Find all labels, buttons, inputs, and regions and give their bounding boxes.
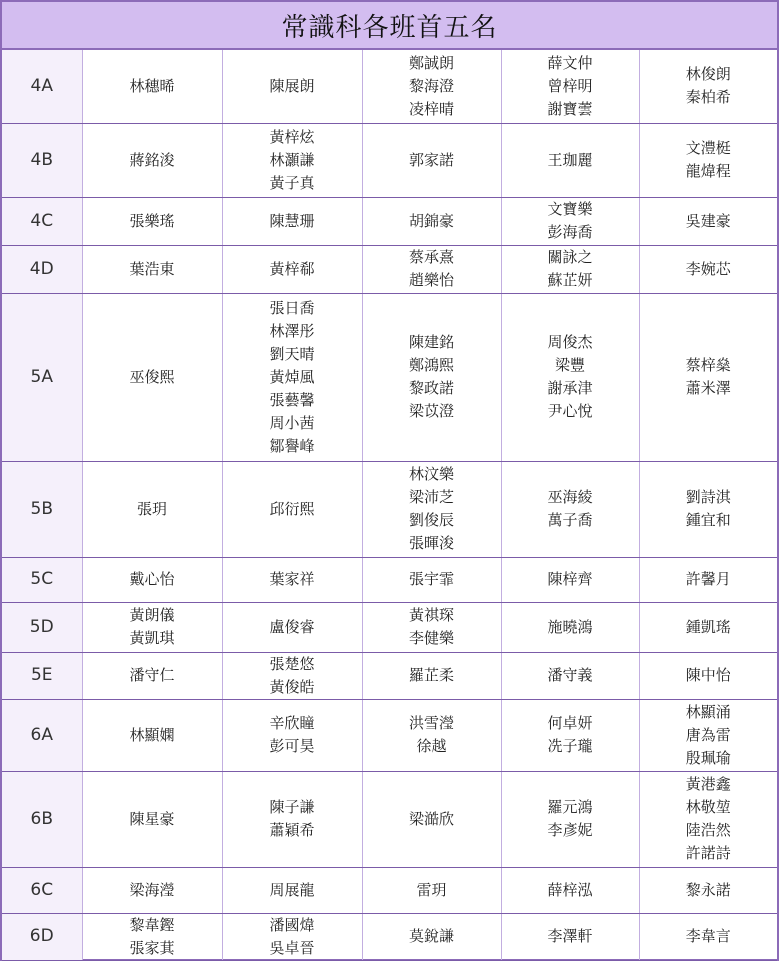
rank-4-cell bbox=[501, 602, 639, 652]
ranking-table bbox=[2, 50, 777, 961]
rank-2-cell bbox=[222, 602, 362, 652]
student-name: 林顯嫻 bbox=[129, 725, 175, 744]
rank-3-cell bbox=[362, 602, 501, 652]
rank-5-cell bbox=[639, 771, 777, 867]
student-name: 林俊朗 bbox=[685, 65, 731, 84]
student-name: 陳星豪 bbox=[129, 809, 175, 828]
student-name: 陸浩然 bbox=[685, 821, 731, 839]
student-name: 薛文仲 bbox=[547, 53, 593, 72]
rank-1-cell bbox=[82, 652, 222, 699]
rank-3-cell bbox=[362, 913, 501, 960]
table-row bbox=[2, 50, 777, 123]
student-name: 冼子瓏 bbox=[547, 737, 593, 755]
student-name: 潘守仁 bbox=[129, 666, 175, 684]
student-name: 蔡梓燊 bbox=[685, 356, 731, 374]
rank-4-cell bbox=[501, 699, 639, 771]
student-name: 張暉浚 bbox=[408, 534, 454, 552]
student-name: 周小茜 bbox=[269, 413, 315, 432]
table-row bbox=[2, 699, 777, 771]
student-name: 林敬堃 bbox=[685, 798, 731, 816]
student-name: 彭可昊 bbox=[269, 737, 315, 755]
student-name: 陳建銘 bbox=[408, 333, 454, 351]
student-name: 關詠之 bbox=[547, 248, 593, 266]
student-name: 趙樂怡 bbox=[408, 271, 454, 289]
rank-4-cell bbox=[501, 123, 639, 197]
student-name: 劉詩淇 bbox=[685, 488, 731, 506]
student-name: 蔣銘浚 bbox=[129, 150, 175, 169]
class-label: 5D bbox=[2, 602, 82, 652]
student-name: 黎海澄 bbox=[408, 76, 454, 95]
rank-5-cell bbox=[639, 699, 777, 771]
student-name: 洪雪瀅 bbox=[408, 714, 454, 732]
student-name: 蔡承熹 bbox=[408, 248, 454, 266]
class-label: 5A bbox=[2, 293, 82, 461]
rank-2-cell bbox=[222, 461, 362, 557]
student-name: 黎韋鏗 bbox=[129, 915, 175, 934]
student-name: 蘇芷妍 bbox=[547, 271, 593, 289]
student-name: 林穗晞 bbox=[129, 76, 175, 95]
table-row bbox=[2, 197, 777, 245]
rank-4-cell bbox=[501, 771, 639, 867]
student-name: 雷玥 bbox=[416, 880, 447, 899]
student-name: 萬子喬 bbox=[547, 511, 593, 529]
class-label: 6A bbox=[2, 699, 82, 771]
rank-3-cell bbox=[362, 867, 501, 913]
rank-3-cell bbox=[362, 699, 501, 771]
student-name: 何卓妍 bbox=[547, 714, 593, 732]
student-name: 謝承津 bbox=[547, 379, 593, 397]
student-name: 梁海瀅 bbox=[129, 880, 175, 899]
student-name: 李澤軒 bbox=[547, 927, 593, 945]
rank-1-cell bbox=[82, 50, 222, 123]
student-name: 曾梓明 bbox=[547, 76, 593, 95]
student-name: 張楚悠 bbox=[269, 654, 315, 673]
rank-3-cell bbox=[362, 245, 501, 293]
rank-5-cell bbox=[639, 50, 777, 123]
student-name: 黎永諾 bbox=[685, 880, 731, 899]
student-name: 黃子真 bbox=[269, 173, 315, 192]
rank-5-cell bbox=[639, 602, 777, 652]
rank-3-cell bbox=[362, 123, 501, 197]
rank-4-cell bbox=[501, 867, 639, 913]
table-row bbox=[2, 913, 777, 960]
student-name: 梁沛芝 bbox=[408, 488, 454, 506]
rank-1-cell bbox=[82, 699, 222, 771]
rank-4-cell bbox=[501, 461, 639, 557]
table-row bbox=[2, 652, 777, 699]
student-name: 戴心怡 bbox=[129, 570, 175, 588]
rank-1-cell bbox=[82, 771, 222, 867]
rank-2-cell bbox=[222, 123, 362, 197]
student-name: 胡錦豪 bbox=[408, 211, 454, 230]
student-name: 薛梓泓 bbox=[547, 880, 593, 899]
student-name: 辛欣瞳 bbox=[269, 714, 315, 732]
student-name: 林灝謙 bbox=[269, 150, 315, 169]
student-name: 李韋言 bbox=[685, 927, 731, 945]
rank-3-cell bbox=[362, 197, 501, 245]
student-name: 邱衍熙 bbox=[269, 499, 315, 518]
rank-3-cell bbox=[362, 652, 501, 699]
student-name: 謝寶蕓 bbox=[547, 99, 593, 118]
rank-3-cell bbox=[362, 771, 501, 867]
student-name: 彭海喬 bbox=[547, 223, 593, 241]
student-name: 陳展朗 bbox=[269, 76, 315, 95]
rank-2-cell bbox=[222, 699, 362, 771]
rank-5-cell bbox=[639, 652, 777, 699]
student-name: 文澧梃 bbox=[685, 139, 731, 157]
rank-2-cell bbox=[222, 867, 362, 913]
student-name: 黎政諾 bbox=[408, 379, 454, 397]
student-name: 郭家諾 bbox=[408, 150, 454, 169]
rank-3-cell bbox=[362, 557, 501, 602]
student-name: 莫銳謙 bbox=[408, 927, 454, 945]
student-name: 李彥妮 bbox=[547, 821, 593, 839]
rank-1-cell bbox=[82, 557, 222, 602]
class-label: 4C bbox=[2, 197, 82, 245]
student-name: 劉天晴 bbox=[269, 344, 315, 363]
student-name: 吳卓晉 bbox=[269, 938, 315, 957]
rank-5-cell bbox=[639, 557, 777, 602]
student-name: 鍾凱瑤 bbox=[685, 617, 731, 636]
student-name: 施曉鴻 bbox=[547, 617, 593, 636]
student-name: 潘守義 bbox=[547, 666, 593, 684]
student-name: 殷珮瑜 bbox=[685, 748, 731, 767]
student-name: 文寶樂 bbox=[547, 200, 593, 218]
student-name: 龍煒程 bbox=[685, 162, 731, 180]
class-label: 4B bbox=[2, 123, 82, 197]
student-name: 陳梓齊 bbox=[547, 570, 593, 588]
rank-2-cell bbox=[222, 557, 362, 602]
rank-1-cell bbox=[82, 913, 222, 960]
student-name: 張玥 bbox=[136, 499, 167, 518]
rank-2-cell bbox=[222, 245, 362, 293]
table-row bbox=[2, 602, 777, 652]
rank-5-cell bbox=[639, 245, 777, 293]
rank-5-cell bbox=[639, 293, 777, 461]
student-name: 巫俊熙 bbox=[129, 367, 175, 386]
student-name: 周展龍 bbox=[269, 880, 315, 899]
rank-4-cell bbox=[501, 50, 639, 123]
rank-1-cell bbox=[82, 197, 222, 245]
student-name: 李健樂 bbox=[408, 629, 454, 647]
rank-3-cell bbox=[362, 461, 501, 557]
student-name: 蕭穎希 bbox=[269, 821, 315, 839]
student-name: 林澤彤 bbox=[269, 321, 315, 340]
student-name: 梁豐 bbox=[554, 356, 585, 374]
class-label: 5C bbox=[2, 557, 82, 602]
student-name: 巫海綾 bbox=[547, 488, 593, 506]
rank-1-cell bbox=[82, 867, 222, 913]
student-name: 王珈麗 bbox=[547, 150, 593, 169]
student-name: 黃俊皓 bbox=[269, 677, 315, 696]
rank-2-cell bbox=[222, 652, 362, 699]
student-name: 劉俊辰 bbox=[408, 511, 454, 529]
rank-2-cell bbox=[222, 771, 362, 867]
class-label: 6C bbox=[2, 867, 82, 913]
rank-1-cell bbox=[82, 245, 222, 293]
student-name: 徐越 bbox=[416, 737, 447, 755]
class-label: 4A bbox=[2, 50, 82, 123]
student-name: 黃凱琪 bbox=[129, 629, 175, 647]
rank-3-cell bbox=[362, 50, 501, 123]
student-name: 陳子謙 bbox=[269, 798, 315, 816]
page-title: 常識科各班首五名 bbox=[2, 0, 777, 50]
student-name: 鍾宜和 bbox=[685, 511, 731, 529]
rank-1-cell bbox=[82, 461, 222, 557]
rank-4-cell bbox=[501, 197, 639, 245]
rank-4-cell bbox=[501, 557, 639, 602]
student-name: 秦柏希 bbox=[685, 88, 731, 107]
rank-4-cell bbox=[501, 293, 639, 461]
rank-1-cell bbox=[82, 602, 222, 652]
class-label: 6B bbox=[2, 771, 82, 867]
student-name: 陳中怡 bbox=[685, 666, 731, 684]
class-label: 5B bbox=[2, 461, 82, 557]
student-name: 許馨月 bbox=[685, 570, 731, 588]
student-name: 林汶樂 bbox=[408, 465, 454, 483]
student-name: 潘國煒 bbox=[269, 915, 315, 934]
student-name: 梁苡澄 bbox=[408, 402, 454, 420]
student-name: 羅芷柔 bbox=[408, 666, 454, 684]
rank-4-cell bbox=[501, 652, 639, 699]
student-name: 黃梓郗 bbox=[269, 259, 315, 278]
rank-2-cell bbox=[222, 913, 362, 960]
rank-2-cell bbox=[222, 293, 362, 461]
class-label: 5E bbox=[2, 652, 82, 699]
table-row bbox=[2, 867, 777, 913]
student-name: 唐為雷 bbox=[685, 725, 731, 744]
rank-1-cell bbox=[82, 123, 222, 197]
student-name: 黃梓炫 bbox=[269, 127, 315, 146]
student-name: 張日喬 bbox=[269, 298, 315, 317]
student-name: 尹心悅 bbox=[547, 402, 593, 420]
rank-5-cell bbox=[639, 123, 777, 197]
table-row bbox=[2, 461, 777, 557]
student-name: 張家萁 bbox=[129, 938, 175, 957]
table-row bbox=[2, 245, 777, 293]
student-name: 黃港鑫 bbox=[685, 775, 731, 793]
rank-2-cell bbox=[222, 197, 362, 245]
student-name: 張藝馨 bbox=[269, 390, 315, 409]
student-name: 凌梓晴 bbox=[408, 99, 454, 118]
class-label: 6D bbox=[2, 913, 82, 960]
student-name: 黃祺琛 bbox=[408, 606, 454, 624]
table-row bbox=[2, 771, 777, 867]
rank-5-cell bbox=[639, 461, 777, 557]
rank-1-cell bbox=[82, 293, 222, 461]
rank-4-cell bbox=[501, 245, 639, 293]
rank-5-cell bbox=[639, 867, 777, 913]
student-name: 張樂瑤 bbox=[129, 211, 175, 230]
student-name: 張宇霏 bbox=[408, 570, 454, 588]
rank-5-cell bbox=[639, 913, 777, 960]
table-row bbox=[2, 293, 777, 461]
rank-3-cell bbox=[362, 293, 501, 461]
student-name: 葉家祥 bbox=[269, 570, 315, 588]
table-row bbox=[2, 557, 777, 602]
student-name: 林顯涌 bbox=[685, 702, 731, 721]
student-name: 羅元鴻 bbox=[547, 798, 593, 816]
student-name: 葉浩東 bbox=[129, 259, 175, 278]
student-name: 黃焯風 bbox=[269, 367, 315, 386]
table-row bbox=[2, 123, 777, 197]
student-name: 鄭鴻熙 bbox=[408, 356, 454, 374]
rank-4-cell bbox=[501, 913, 639, 960]
student-name: 梁澔欣 bbox=[408, 809, 454, 828]
student-name: 盧俊睿 bbox=[269, 617, 315, 636]
rank-2-cell bbox=[222, 50, 362, 123]
student-name: 許諾詩 bbox=[685, 844, 731, 862]
student-name: 黃朗儀 bbox=[129, 606, 175, 624]
rank-5-cell bbox=[639, 197, 777, 245]
student-name: 陳慧珊 bbox=[269, 211, 315, 230]
student-name: 周俊杰 bbox=[547, 333, 593, 351]
class-label: 4D bbox=[2, 245, 82, 293]
student-name: 吳建豪 bbox=[685, 211, 731, 230]
student-name: 鄒譽峰 bbox=[269, 436, 315, 455]
student-name: 鄭誠朗 bbox=[408, 53, 454, 72]
student-name: 蕭米澤 bbox=[685, 379, 731, 397]
student-name: 李婉芯 bbox=[685, 259, 731, 278]
